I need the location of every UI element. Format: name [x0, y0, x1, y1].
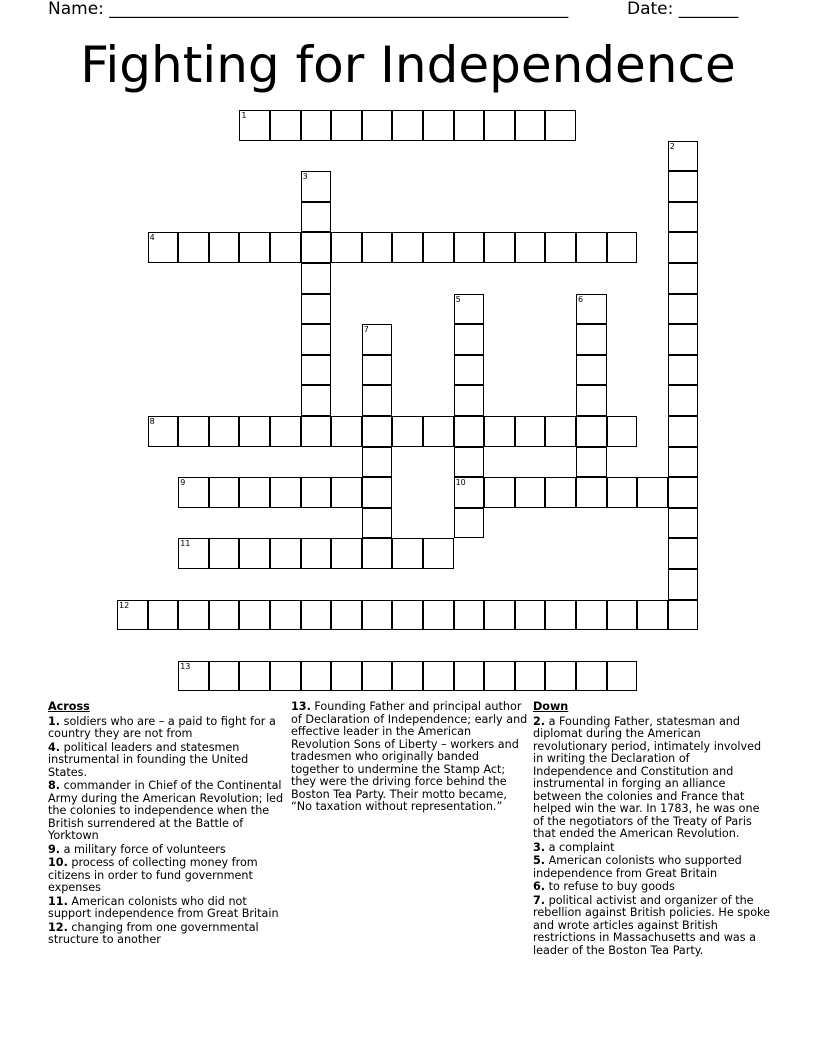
grid-cell[interactable] — [423, 600, 454, 631]
clue-number: 9. — [48, 842, 61, 856]
grid-cell[interactable] — [362, 508, 393, 539]
grid-cell[interactable] — [209, 416, 240, 447]
grid-cell[interactable] — [454, 385, 485, 416]
cell-number: 2 — [669, 141, 675, 151]
grid-cell[interactable] — [392, 600, 423, 631]
grid-cell[interactable] — [668, 202, 699, 233]
grid-cell[interactable] — [178, 416, 209, 447]
grid-cell[interactable] — [454, 508, 485, 539]
grid-cell[interactable] — [423, 232, 454, 263]
cell-number: 10 — [455, 478, 466, 488]
grid-cell[interactable] — [301, 232, 332, 263]
grid-cell[interactable] — [454, 355, 485, 386]
grid-cell[interactable] — [576, 600, 607, 631]
grid-cell[interactable] — [239, 477, 270, 508]
cell-number: 11 — [180, 539, 191, 549]
grid-cell[interactable] — [301, 416, 332, 447]
clue-number: 5. — [533, 854, 546, 867]
grid-cell[interactable] — [270, 110, 301, 141]
grid-cell[interactable] — [545, 661, 576, 692]
clue-text: changing from one governmental structure to another — [48, 920, 259, 946]
clue-text: American colonists who supported independence from Great Britain — [533, 854, 742, 880]
grid-cell[interactable] — [607, 416, 638, 447]
clue-text: political activist and organizer of the rebellion against British policies. He spoke and wrote articles against British restrictions in Massachusetts and was a leader of the Boston Tea Party. — [533, 893, 771, 957]
grid-cell[interactable] — [301, 110, 332, 141]
grid-cell[interactable] — [668, 416, 699, 447]
grid-cell[interactable] — [331, 110, 362, 141]
clue-text: process of collecting money from citizens in order to fund government expenses — [48, 856, 258, 894]
grid-cell[interactable] — [668, 508, 699, 539]
grid-cell[interactable] — [545, 477, 576, 508]
grid-cell[interactable] — [668, 355, 699, 386]
grid-cell[interactable] — [362, 385, 393, 416]
grid-cell[interactable] — [515, 477, 546, 508]
grid-cell[interactable] — [454, 416, 485, 447]
clue-across-11 — [48, 896, 288, 921]
grid-cell[interactable] — [515, 416, 546, 447]
grid-cell[interactable] — [484, 416, 515, 447]
grid-cell[interactable] — [607, 661, 638, 692]
grid-cell[interactable] — [178, 538, 209, 569]
grid-cell[interactable] — [301, 538, 332, 569]
clue-number: 4. — [48, 740, 61, 754]
grid-cell[interactable] — [301, 385, 332, 416]
grid-cell[interactable] — [668, 232, 699, 263]
grid-cell[interactable] — [301, 171, 332, 202]
clue-number: 11. — [48, 894, 68, 908]
clue-text: soldiers who are – a paid to fight for a country they are not from — [48, 714, 276, 740]
grid-cell[interactable] — [270, 600, 301, 631]
grid-cell[interactable] — [545, 600, 576, 631]
grid-cell[interactable] — [362, 661, 393, 692]
grid-cell[interactable] — [668, 447, 699, 478]
clue-down-2 — [533, 716, 771, 841]
clue-across-8 — [48, 780, 288, 843]
clue-number: 2. — [533, 714, 546, 728]
grid-cell[interactable] — [576, 355, 607, 386]
grid-cell[interactable] — [484, 661, 515, 692]
grid-cell[interactable] — [148, 232, 179, 263]
clue-across-10 — [48, 857, 288, 895]
grid-cell[interactable] — [545, 232, 576, 263]
grid-cell[interactable] — [362, 600, 393, 631]
grid-cell[interactable] — [668, 294, 699, 325]
grid-cell[interactable] — [362, 416, 393, 447]
grid-cell[interactable] — [454, 232, 485, 263]
grid-cell[interactable] — [239, 661, 270, 692]
grid-cell[interactable] — [270, 538, 301, 569]
grid-cell[interactable] — [576, 661, 607, 692]
clue-number: 6. — [533, 880, 546, 893]
grid-cell[interactable] — [178, 661, 209, 692]
grid-cell[interactable] — [576, 477, 607, 508]
grid-cell[interactable] — [209, 477, 240, 508]
grid-cell[interactable] — [607, 600, 638, 631]
grid-cell[interactable] — [545, 416, 576, 447]
clue-number: 3. — [533, 840, 546, 854]
clue-text: a complaint — [548, 840, 615, 854]
grid-cell[interactable] — [301, 263, 332, 294]
grid-cell[interactable] — [392, 232, 423, 263]
grid-cell[interactable] — [209, 538, 240, 569]
grid-cell[interactable] — [576, 416, 607, 447]
grid-cell[interactable] — [362, 232, 393, 263]
grid-cell[interactable] — [515, 661, 546, 692]
clue-text: American colonists who did not support independence from Great Britain — [48, 894, 279, 920]
down-clues — [533, 701, 771, 958]
grid-cell[interactable] — [301, 600, 332, 631]
grid-cell[interactable] — [239, 600, 270, 631]
clue-down-5 — [533, 855, 771, 880]
grid-cell[interactable] — [178, 600, 209, 631]
grid-cell[interactable] — [454, 110, 485, 141]
grid-cell[interactable] — [209, 661, 240, 692]
grid-cell[interactable] — [484, 232, 515, 263]
grid-cell[interactable] — [362, 110, 393, 141]
grid-cell[interactable] — [545, 110, 576, 141]
grid-cell[interactable] — [454, 600, 485, 631]
grid-cell[interactable] — [301, 324, 332, 355]
cell-number: 7 — [363, 325, 369, 335]
grid-cell[interactable] — [576, 324, 607, 355]
grid-cell[interactable] — [637, 477, 668, 508]
page-title: Fighting for Independence — [80, 36, 736, 94]
grid-cell[interactable] — [484, 600, 515, 631]
grid-cell[interactable] — [331, 661, 362, 692]
cell-number: 4 — [149, 233, 155, 243]
grid-cell[interactable] — [331, 538, 362, 569]
grid-cell[interactable] — [484, 477, 515, 508]
across-clues — [48, 701, 288, 948]
grid-cell[interactable] — [576, 385, 607, 416]
clue-text: a military force of volunteers — [63, 842, 226, 856]
clue-number: 12. — [48, 920, 68, 934]
grid-cell[interactable] — [148, 416, 179, 447]
grid-cell[interactable] — [607, 232, 638, 263]
grid-cell[interactable] — [392, 416, 423, 447]
cell-number: 6 — [578, 294, 584, 304]
grid-cell[interactable] — [362, 355, 393, 386]
grid-cell[interactable] — [392, 538, 423, 569]
grid-cell[interactable] — [515, 600, 546, 631]
grid-cell[interactable] — [270, 416, 301, 447]
grid-cell[interactable] — [454, 324, 485, 355]
date-field: Date: _______ — [627, 0, 739, 19]
clue-text: political leaders and statesmen instrumental in founding the United States. — [48, 740, 249, 779]
clue-across-12 — [48, 922, 288, 947]
clue-number: 1. — [48, 714, 61, 728]
grid-cell[interactable] — [392, 661, 423, 692]
clue-across-1 — [48, 716, 288, 741]
grid-cell[interactable] — [362, 447, 393, 478]
grid-cell[interactable] — [515, 232, 546, 263]
clue-text: Founding Father and principal author of Declaration of Independence; early and effective leader in the American Revolution Sons of Liberty – workers and tradesmen who originally banded together to undermine the Stamp Act; they were the driving force behind the Boston Tea Party. Their motto became, “No taxation without representation.” — [291, 700, 528, 813]
grid-cell[interactable] — [484, 110, 515, 141]
cell-number: 8 — [149, 417, 155, 426]
cell-number: 13 — [180, 661, 191, 671]
cell-number: 12 — [119, 600, 130, 610]
grid-cell[interactable] — [454, 294, 485, 325]
grid-cell[interactable] — [362, 477, 393, 508]
clue-across-13 — [291, 701, 529, 814]
grid-cell[interactable] — [362, 538, 393, 569]
grid-cell[interactable] — [668, 324, 699, 355]
clue-down-3 — [533, 842, 771, 855]
clue-number: 7. — [533, 893, 546, 907]
grid-cell[interactable] — [423, 661, 454, 692]
grid-cell[interactable] — [362, 324, 393, 355]
grid-cell[interactable] — [117, 600, 148, 631]
grid-cell[interactable] — [239, 538, 270, 569]
grid-cell[interactable] — [178, 477, 209, 508]
grid-cell[interactable] — [423, 538, 454, 569]
grid-cell[interactable] — [270, 661, 301, 692]
grid-cell[interactable] — [668, 600, 699, 631]
cell-number: 9 — [180, 478, 186, 488]
clue-text: a Founding Father, statesman and diplomat during the American revolutionary period, intimately involved in writing the Declaration of Independence and Constitution and instrumental in forging an alliance between the colonies and France that helped win the war. In 1783, he was one of the negotiators of the Treaty of Paris that ended the American Revolution. — [533, 714, 762, 840]
grid-cell[interactable] — [209, 600, 240, 631]
grid-cell[interactable] — [331, 232, 362, 263]
down-heading: Down — [533, 700, 569, 713]
grid-cell[interactable] — [668, 477, 699, 508]
across-heading: Across — [48, 700, 90, 713]
grid-cell[interactable] — [301, 355, 332, 386]
grid-cell[interactable] — [454, 661, 485, 692]
grid-cell[interactable] — [301, 477, 332, 508]
grid-cell[interactable] — [607, 477, 638, 508]
across-clues-continued — [291, 701, 529, 815]
grid-cell[interactable] — [270, 477, 301, 508]
grid-cell[interactable] — [331, 600, 362, 631]
grid-cell[interactable] — [331, 416, 362, 447]
name-field: Name: ______________________________________________________ — [48, 0, 569, 19]
cell-number: 3 — [302, 172, 308, 182]
grid-cell[interactable] — [668, 538, 699, 569]
grid-cell[interactable] — [423, 416, 454, 447]
clue-text: commander in Chief of the Continental Army during the American Revolution; led the colonies to independence when the British surrendered at the Battle of Yorktown — [48, 779, 284, 842]
grid-cell[interactable] — [454, 477, 485, 508]
cell-number: 1 — [241, 111, 247, 120]
grid-cell[interactable] — [637, 600, 668, 631]
grid-cell[interactable] — [301, 661, 332, 692]
grid-cell[interactable] — [239, 232, 270, 263]
grid-cell[interactable] — [576, 294, 607, 325]
grid-cell[interactable] — [668, 569, 699, 600]
grid-cell[interactable] — [301, 202, 332, 233]
grid-cell[interactable] — [178, 232, 209, 263]
grid-cell[interactable] — [270, 232, 301, 263]
grid-cell[interactable] — [239, 416, 270, 447]
grid-cell[interactable] — [239, 110, 270, 141]
grid-cell[interactable] — [668, 263, 699, 294]
grid-cell[interactable] — [668, 171, 699, 202]
clue-across-9 — [48, 844, 288, 857]
grid-cell[interactable] — [209, 232, 240, 263]
grid-cell[interactable] — [454, 447, 485, 478]
clue-down-7 — [533, 895, 771, 958]
grid-cell[interactable] — [392, 110, 423, 141]
cell-number: 5 — [455, 294, 461, 304]
grid-cell[interactable] — [576, 232, 607, 263]
clue-number: 8. — [48, 779, 61, 792]
grid-cell[interactable] — [668, 141, 699, 172]
grid-cell[interactable] — [423, 110, 454, 141]
grid-cell[interactable] — [148, 600, 179, 631]
grid-cell[interactable] — [515, 110, 546, 141]
clue-number: 10. — [48, 856, 68, 869]
clue-down-6 — [533, 881, 771, 894]
grid-cell[interactable] — [576, 447, 607, 478]
grid-cell[interactable] — [668, 385, 699, 416]
grid-cell[interactable] — [331, 477, 362, 508]
clue-text: to refuse to buy goods — [548, 880, 675, 893]
clue-across-4 — [48, 742, 288, 780]
clue-number: 13. — [291, 700, 311, 713]
grid-cell[interactable] — [301, 294, 332, 325]
